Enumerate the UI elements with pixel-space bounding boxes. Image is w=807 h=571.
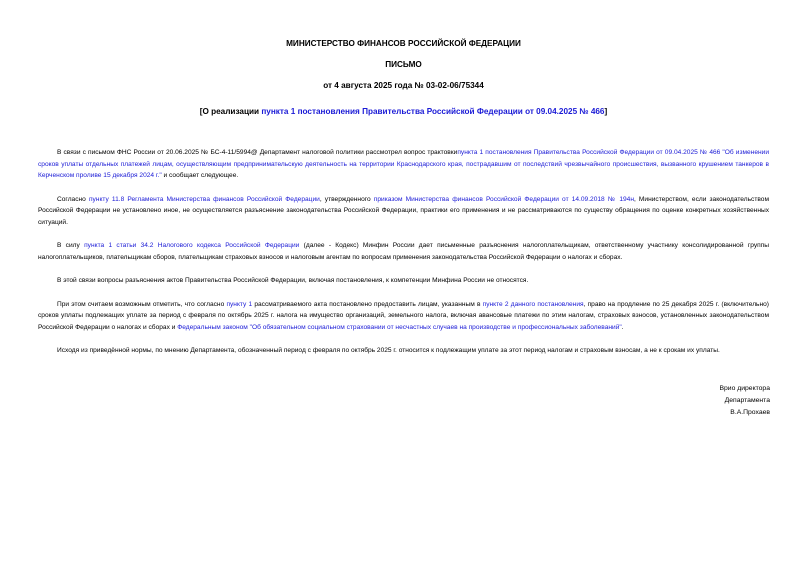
p2-link-reglament[interactable]: пункту 11.8 Регламента Министерства финансов Российской Федерации <box>88 195 320 203</box>
p5-text-4: . <box>621 323 624 331</box>
p5-link-federal-law[interactable]: Федеральным законом "Об обязательном социальном страховании от несчастных случаев на производстве и профессиональных заболеваний" <box>177 323 622 331</box>
doc-date-number: от 4 августа 2025 года № 03-02-06/75344 <box>323 81 484 90</box>
paragraph-5 <box>38 299 769 334</box>
subject-open: [О реализации <box>199 107 262 116</box>
p3-link-tax-code[interactable]: пункта 1 статьи 34.2 Налогового кодекса Российской Федерации <box>84 242 300 249</box>
p2-text-3: , Министерством, если законодательством Российской Федерации не установлено иное, не осуществляется разъяснение законодательства Российской Федерации, практики его применения и не рассматриваются по существу обращения по оценке конкретных хозяйственных ситуаций. <box>38 195 769 226</box>
p6-text-1: Исходя из приведённой нормы, по мнению Департамента, обозначенный период с февраля по октябрь 2025 г. относится к подлежащим уплате за этот период налогам и страховым взносам, а не к срокам их уплаты. <box>57 347 720 354</box>
p2-text-1: Согласно <box>57 195 89 203</box>
ministry-title: МИНИСТЕРСТВО ФИНАНСОВ РОССИЙСКОЙ ФЕДЕРАЦИИ <box>286 39 521 48</box>
paragraph-3 <box>38 240 769 263</box>
p3-text-2: (далее - Кодекс) Минфин России дает письменные разъяснения налогоплательщикам, ответственному участнику консолидированной группы налогоплательщиков, плательщикам сборов, плательщикам страховых взносов и налоговым агентам по вопросам применения законодательства Российской Федерации о налогах и сборах. <box>38 242 769 261</box>
signature-name: В.А.Прохаев <box>730 409 770 416</box>
paragraph-6 <box>38 345 769 357</box>
p3-text-1: В силу <box>57 242 85 249</box>
paragraph-4 <box>38 275 769 287</box>
document <box>38 0 769 369</box>
p5-link-point-1[interactable]: пункту 1 <box>226 300 253 308</box>
paragraph-2 <box>38 194 769 229</box>
p2-text-2: , утвержденного <box>319 195 374 203</box>
p5-text-2: рассматриваемого акта постановлено предоставить лицам, указанным в <box>252 300 483 308</box>
signature-block <box>719 383 770 419</box>
p1-text-2: и сообщает следующее. <box>161 172 239 179</box>
signature-department: Департамента <box>724 397 770 404</box>
subject-close: ] <box>604 107 608 116</box>
subject-link[interactable]: пункта 1 постановления Правительства Российской Федерации от 09.04.2025 № 466 <box>261 107 605 116</box>
paragraph-1 <box>38 147 769 182</box>
doc-type: ПИСЬМО <box>385 60 422 69</box>
p2-link-order[interactable]: приказом Министерства финансов Российской Федерации от 14.09.2018 № 194н <box>373 195 634 203</box>
p1-text-1: В связи с письмом ФНС России от 20.06.2025 № БС-4-11/5994@ Департамент налоговой политики рассмотрел вопрос трактовки <box>57 149 458 156</box>
p1-link-resolution[interactable]: пункта 1 постановления Правительства Российской Федерации от 09.04.2025 № 466 "Об изменении сроков уплаты отдельных платежей лицам, осуществляющим предпринимательскую деятельность на территории Краснодарского края, пострадавшим от последствий чрезвычайного происшествия, вызванного крушением танкеров в Керченском проливе 15 декабря 2024 г." <box>38 149 769 179</box>
p5-link-point-2[interactable]: пункте 2 данного постановления <box>482 300 584 308</box>
subject-line <box>38 107 769 116</box>
signature-position: Врио директора <box>719 385 770 392</box>
p4-text-1: В этой связи вопросы разъяснения актов Правительства Российской Федерации, включая постановления, к компетенции Минфина России не относятся. <box>57 277 529 284</box>
p5-text-1: При этом считаем возможным отметить, что согласно <box>57 300 227 308</box>
p5-text-3: , право на продление по 25 декабря 2025 г. (включительно) сроков уплаты подлежащих уплате за период с февраля по октябрь 2025 г. налога на имущество организаций, земельного налога, включая авансовые платежи по этим налогам, страховых взносов, установленных законодательством Российской Федерации о налогах и сборах и <box>38 300 769 331</box>
letter-body <box>38 147 769 357</box>
